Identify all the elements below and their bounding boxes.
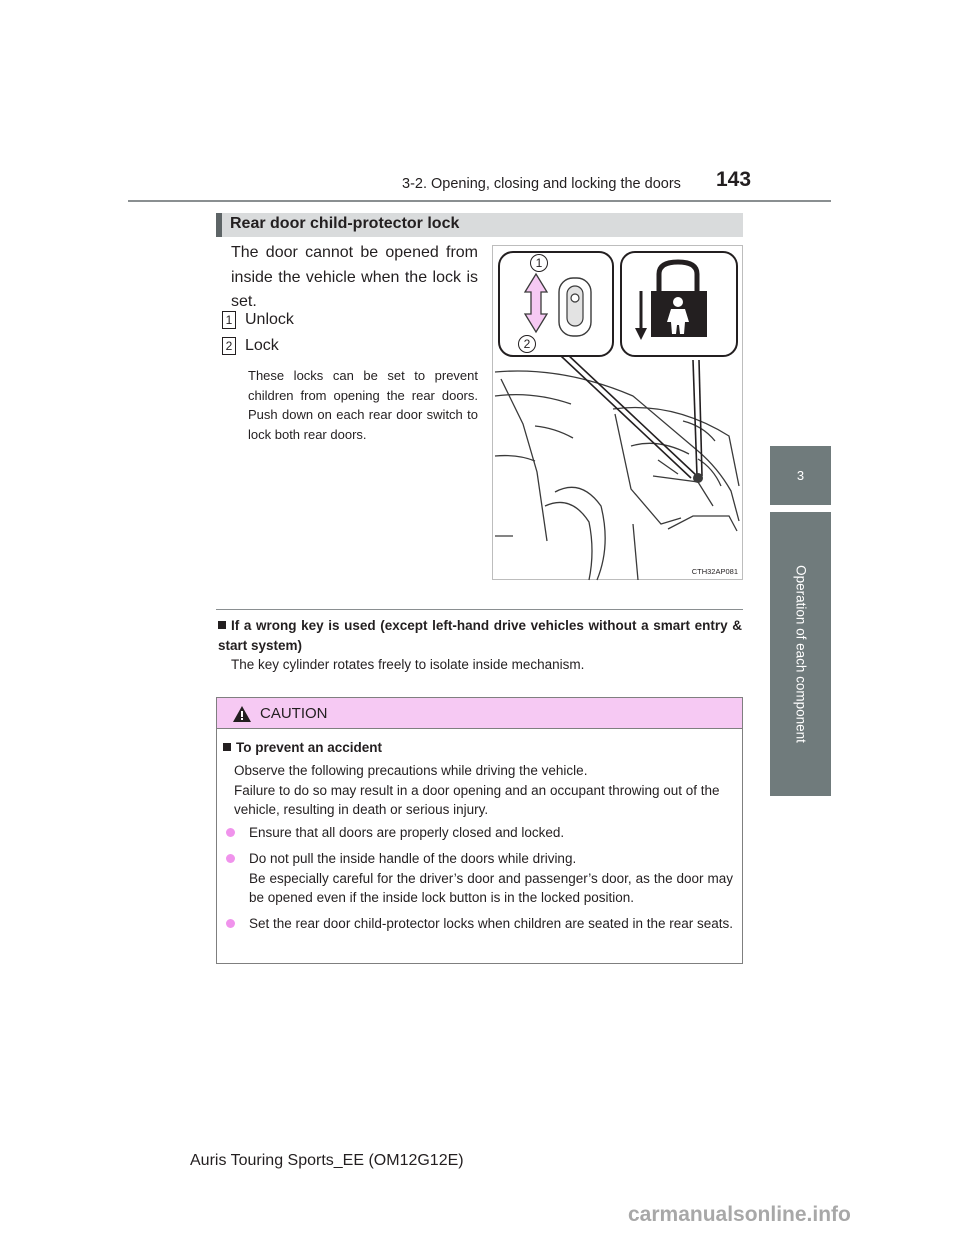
section-title-bar	[216, 213, 743, 237]
section-intro: The door cannot be opened from inside the vehicle when the lock is set.	[231, 244, 478, 310]
lock-switch-icon	[499, 252, 613, 356]
child-lock-icon	[621, 252, 737, 356]
caution-bullet	[226, 914, 733, 934]
legend-number-badge: 1	[222, 311, 236, 329]
caution-bullet-text: Set the rear door child-protector locks when children are seated in the rear seats.	[249, 916, 734, 931]
caution-bullet-text: Ensure that all doors are properly closed and locked.	[249, 825, 565, 840]
caution-bullet	[226, 823, 733, 843]
legend-item-lock	[222, 337, 279, 355]
legend-label: Lock	[245, 337, 279, 355]
chapter-header: 3-2. Opening, closing and locking the doors	[402, 176, 681, 192]
caution-label: CAUTION	[260, 705, 328, 722]
figure-callout-2: 2	[518, 335, 536, 353]
section-accent	[216, 213, 222, 237]
section-description: These locks can be set to prevent children from opening the rear doors. Push down on each rear door switch to lock both rear doors.	[248, 368, 478, 442]
lock-switch-location	[693, 473, 703, 483]
watermark-logo: carmanualsonline.info	[628, 1203, 851, 1226]
caution-paragraph: Observe the following precautions while driving the vehicle. Failure to do so may result in a door opening and an occupant throwing out of the vehicle, resulting in death or serious injury.	[234, 763, 720, 817]
chapter-tab-number: 3	[770, 446, 831, 505]
bullet-dot-icon	[226, 828, 235, 837]
child-lock-figure	[492, 245, 743, 580]
bullet-dot-icon	[226, 919, 235, 928]
caution-box	[216, 697, 743, 964]
warning-triangle-icon	[232, 705, 252, 723]
page-number: 143	[716, 168, 752, 191]
square-bullet-icon	[223, 743, 231, 751]
caution-bullet	[226, 849, 733, 908]
note-divider	[216, 609, 743, 610]
note-body: The key cylinder rotates freely to isolate inside mechanism.	[231, 657, 585, 672]
header-divider	[128, 200, 831, 202]
note-heading-text: If a wrong key is used (except left-hand drive vehicles without a smart entry & start system)	[218, 618, 742, 653]
legend-label: Unlock	[245, 311, 294, 329]
caution-bullet-text: Do not pull the inside handle of the doors while driving. Be especially careful for the driver’s door and passenger’s door, as the door may be opened even if the inside lock button is in the locked position.	[249, 851, 733, 905]
note-heading	[218, 616, 742, 655]
caution-heading	[223, 740, 382, 755]
legend-item-unlock	[222, 311, 294, 329]
section-title: Rear door child-protector lock	[230, 215, 460, 232]
figure-code: CTH32AP081	[691, 567, 738, 576]
caution-heading-text: To prevent an accident	[236, 740, 383, 755]
legend-number-badge: 2	[222, 337, 236, 355]
square-bullet-icon	[218, 621, 226, 629]
footer-manual-id: Auris Touring Sports_EE (OM12G12E)	[190, 1152, 464, 1169]
car-rear-door-illustration	[493, 246, 744, 581]
caution-header	[217, 698, 742, 729]
bullet-dot-icon	[226, 854, 235, 863]
chapter-tab-label: Operation of each component	[793, 565, 809, 743]
figure-callout-1: 1	[530, 254, 548, 272]
